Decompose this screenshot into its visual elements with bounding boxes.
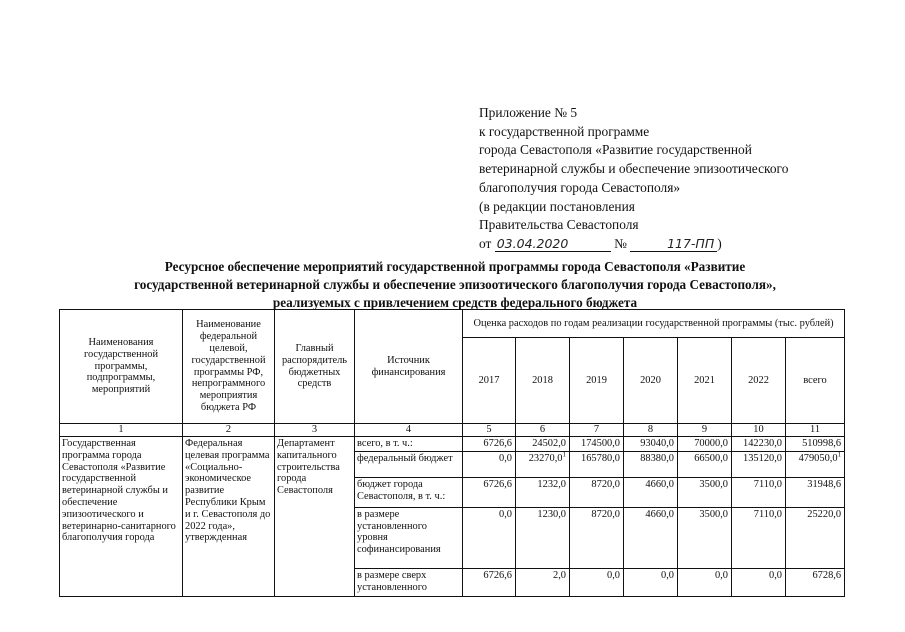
appendix-line: Приложение № 5 (479, 105, 578, 120)
program-name-cell: Государственная программа города Севастополя «Развитие государственной ветеринарной службы и обеспечение эпизоотического и ветеринарно-санитарного благополучия города (60, 437, 183, 597)
value-cell: 165780,0 (570, 451, 624, 477)
value-cell: 2,0 (516, 568, 570, 596)
column-number: 1 (60, 424, 183, 437)
number-label: № (614, 235, 627, 251)
value-cell: 0,0 (463, 451, 516, 477)
value-cell (516, 451, 570, 477)
value-text: 23270,0 (528, 452, 563, 464)
column-number: 9 (678, 424, 732, 437)
appendix-line: к государственной программе (479, 123, 650, 139)
federal-program-cell: Федеральная целевая программа «Социально-экономическое развитие Республики Крым и г. Севастополя до 2022 года», утвержденная (183, 437, 275, 597)
value-cell: 0,0 (624, 568, 678, 596)
source-cell: в размере установленного уровня софинансирования (355, 507, 463, 568)
header-total: всего (786, 338, 845, 424)
value-cell: 4660,0 (624, 507, 678, 568)
value-cell: 7110,0 (732, 507, 786, 568)
funding-table (59, 309, 845, 597)
value-cell: 142230,0 (732, 437, 786, 452)
value-cell: 174500,0 (570, 437, 624, 452)
column-number: 11 (786, 424, 845, 437)
close-paren: ) (717, 235, 722, 251)
value-cell: 1232,0 (516, 477, 570, 507)
handwritten-number: 117-ПП (630, 236, 717, 252)
source-cell: всего, в т. ч.: (355, 437, 463, 452)
value-cell: 0,0 (678, 568, 732, 596)
appendix-line: города Севастополя «Развитие государственной (479, 142, 752, 158)
title-line: Ресурсное обеспечение мероприятий государственной программы города Севастополя «Развитие (164, 259, 746, 274)
value-cell: 66500,0 (678, 451, 732, 477)
source-cell: в размере сверх установленного (355, 568, 463, 596)
header-year: 2017 (463, 338, 516, 424)
value-cell: 0,0 (463, 507, 516, 568)
value-cell: 4660,0 (624, 477, 678, 507)
source-cell: федеральный бюджет (355, 451, 463, 477)
column-number: 3 (275, 424, 355, 437)
title-line: государственной ветеринарной службы и обеспечение эпизоотического благополучия города Севастополя», (134, 277, 776, 293)
resolution-line (479, 235, 879, 254)
column-number: 10 (732, 424, 786, 437)
value-text: 479050,0 (798, 452, 838, 464)
value-cell: 135120,0 (732, 451, 786, 477)
column-number: 7 (570, 424, 624, 437)
value-cell (786, 451, 845, 477)
appendix-line: благополучия города Севастополя» (479, 179, 681, 195)
value-cell: 510998,6 (786, 437, 845, 452)
header-year: 2019 (570, 338, 624, 424)
column-number-row (60, 424, 845, 437)
value-cell: 6726,6 (463, 437, 516, 452)
value-cell: 3500,0 (678, 477, 732, 507)
header-federal-program: Наименование федеральной целевой, государственной программы РФ, непрограммного мероприятия бюджета РФ (183, 310, 275, 424)
value-cell: 24502,0 (516, 437, 570, 452)
header-year: 2018 (516, 338, 570, 424)
value-cell: 3500,0 (678, 507, 732, 568)
value-cell: 1230,0 (516, 507, 570, 568)
value-cell: 7110,0 (732, 477, 786, 507)
value-cell: 0,0 (570, 568, 624, 596)
document-title (60, 258, 850, 313)
column-number: 6 (516, 424, 570, 437)
appendix-line: Правительства Севастополя (479, 217, 639, 233)
column-number: 4 (355, 424, 463, 437)
value-cell: 6728,6 (786, 568, 845, 596)
value-cell: 8720,0 (570, 477, 624, 507)
from-label: от (479, 235, 492, 251)
appendix-line: ветеринарной службы и обеспечение эпизоотического (479, 161, 789, 177)
handwritten-date: 03.04.2020 (495, 236, 611, 252)
column-number: 8 (624, 424, 678, 437)
column-number: 2 (183, 424, 275, 437)
appendix-line: (в редакции постановления (479, 198, 635, 214)
column-number: 5 (463, 424, 516, 437)
source-cell: бюджет города Севастополя, в т. ч.: (355, 477, 463, 507)
value-cell: 8720,0 (570, 507, 624, 568)
header-funding-source: Источник финансирования (355, 310, 463, 424)
header-year: 2022 (732, 338, 786, 424)
administrator-cell: Департамент капитального строительства города Севастополя (275, 437, 355, 597)
header-administrator: Главный распорядитель бюджетных средств (275, 310, 355, 424)
value-cell: 0,0 (732, 568, 786, 596)
value-cell: 6726,6 (463, 477, 516, 507)
value-cell: 31948,6 (786, 477, 845, 507)
header-estimate: Оценка расходов по годам реализации государственной программы (тыс. рублей) (463, 310, 845, 338)
value-cell: 25220,0 (786, 507, 845, 568)
header-year: 2020 (624, 338, 678, 424)
value-cell: 88380,0 (624, 451, 678, 477)
title-line: реализуемых с привлечением средств федерального бюджета (272, 295, 638, 311)
table-row (60, 437, 845, 452)
value-cell: 6726,6 (463, 568, 516, 596)
footnote-mark: 1 (562, 451, 566, 459)
footnote-mark: 1 (837, 451, 842, 459)
header-program-name: Наименования государственной программы, подпрограммы, мероприятий (60, 310, 183, 424)
appendix-block (479, 104, 879, 254)
value-cell: 93040,0 (624, 437, 678, 452)
header-year: 2021 (678, 338, 732, 424)
value-cell: 70000,0 (678, 437, 732, 452)
